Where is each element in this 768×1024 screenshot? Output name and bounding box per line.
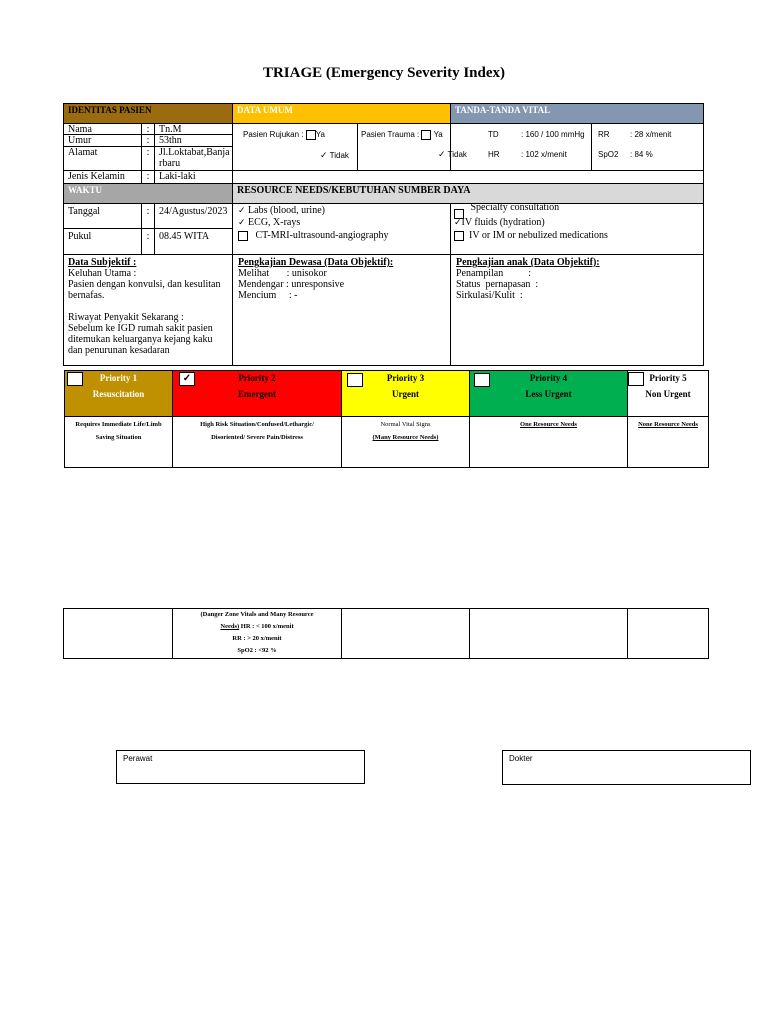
dokter-label: Dokter bbox=[509, 754, 533, 763]
umur-label: Umur bbox=[63, 134, 142, 147]
resource-right-cell bbox=[450, 203, 704, 255]
umur-value: 53thn bbox=[154, 134, 233, 147]
priority-5-name: Priority 5 bbox=[649, 373, 687, 383]
mendengar-text: Mendengar : unresponsive bbox=[238, 279, 345, 290]
danger-zone-table bbox=[63, 608, 709, 659]
priority-2-check-icon: ✓ bbox=[182, 373, 192, 384]
priority-2-checkbox[interactable] bbox=[179, 372, 195, 386]
priority-5-desc: None Resource Needs bbox=[638, 421, 698, 428]
priority-5-label: Non Urgent bbox=[645, 389, 691, 399]
danger-cell-4 bbox=[469, 608, 628, 659]
subjektif-cell bbox=[63, 254, 233, 366]
perawat-signature-box[interactable] bbox=[116, 750, 365, 784]
ecg-label: ECG, X-rays bbox=[248, 217, 301, 228]
priority-5-checkbox[interactable] bbox=[628, 372, 644, 386]
riwayat-text: Sebelum ke IGD rumah sakit pasien ditemukan keluarganya kejang kaku dan penurunan kesadaran bbox=[68, 323, 213, 356]
priority-3-header[interactable] bbox=[341, 370, 470, 417]
priority-1-checkbox[interactable] bbox=[67, 372, 83, 386]
anak-header: Pengkajian anak (Data Objektif): bbox=[456, 257, 600, 268]
rujukan-row bbox=[243, 130, 325, 140]
danger-cell-1 bbox=[63, 608, 173, 659]
trauma-tidak-check-icon: ✓ bbox=[438, 149, 446, 159]
priority-4-label: Less Urgent bbox=[525, 389, 572, 399]
sirkulasi-text: Sirkulasi/Kulit : bbox=[456, 290, 523, 301]
td-value: : 160 / 100 mmHg bbox=[521, 130, 585, 139]
priority-2-header[interactable] bbox=[172, 370, 342, 417]
jenis-kelamin-label: Jenis Kelamin bbox=[63, 170, 142, 184]
priority-4-header[interactable] bbox=[469, 370, 628, 417]
alamat-label: Alamat bbox=[63, 146, 142, 171]
priority-table bbox=[64, 370, 709, 468]
dewasa-header: Pengkajian Dewasa (Data Objektif): bbox=[238, 257, 394, 268]
priority-4-desc: One Resource Needs bbox=[520, 421, 577, 428]
priority-3-desc-cell bbox=[341, 416, 470, 468]
resource-left-cell bbox=[232, 203, 451, 255]
danger-line-2a: Needs) bbox=[220, 623, 240, 630]
priority-5-header[interactable] bbox=[627, 370, 709, 417]
priority-4-desc-cell bbox=[469, 416, 628, 468]
priority-3-checkbox[interactable] bbox=[347, 373, 363, 387]
trauma-ya-label: Ya bbox=[433, 130, 443, 140]
trauma-label: Pasien Trauma : bbox=[361, 130, 420, 140]
rr-value: : 28 x/menit bbox=[630, 130, 672, 139]
labs-row[interactable] bbox=[238, 205, 325, 216]
spacer-cell bbox=[232, 170, 704, 184]
danger-cell-5 bbox=[627, 608, 709, 659]
nama-value: Tn.M bbox=[154, 123, 233, 135]
spo2-label: SpO2 bbox=[598, 150, 619, 159]
priority-2-label: Emergent bbox=[238, 389, 276, 399]
trauma-tidak-label: Tidak bbox=[447, 150, 467, 159]
dewasa-cell bbox=[232, 254, 451, 366]
dokter-signature-box[interactable] bbox=[502, 750, 751, 785]
rujukan-tidak-label: Tidak bbox=[329, 151, 349, 160]
tanggal-label: Tanggal bbox=[63, 203, 142, 229]
rujukan-ya-checkbox[interactable] bbox=[306, 130, 316, 140]
alamat-value: Jl.Loktabat,Banja rbaru bbox=[154, 146, 233, 171]
priority-4-name: Priority 4 bbox=[529, 373, 568, 383]
tanda-vital-header: TANDA-TANDA VITAL bbox=[450, 103, 704, 124]
mencium-text: Mencium : - bbox=[238, 290, 298, 301]
danger-cell-2 bbox=[172, 608, 342, 659]
td-label: TD bbox=[488, 130, 499, 139]
alamat-colon: : bbox=[141, 146, 155, 171]
priority-2-desc-cell bbox=[172, 416, 342, 468]
specialty-label: Specialty consultation bbox=[470, 202, 560, 214]
rujukan-tidak-check-icon: ✓ bbox=[320, 150, 328, 160]
triage-form bbox=[63, 103, 704, 366]
identitas-table bbox=[63, 123, 233, 184]
danger-cell-3 bbox=[341, 608, 470, 659]
danger-line-2 bbox=[173, 621, 341, 633]
ct-label: CT-MRI-ultrasound-angiography bbox=[255, 230, 389, 241]
rujukan-ya-label: Ya bbox=[315, 130, 325, 140]
data-umum-header: DATA UMUM bbox=[232, 103, 451, 124]
priority-1-header[interactable] bbox=[64, 370, 173, 417]
nama-label: Nama bbox=[63, 123, 142, 135]
jenis-kelamin-colon: : bbox=[141, 170, 155, 184]
tanggal-colon: : bbox=[141, 203, 155, 229]
umur-colon: : bbox=[141, 134, 155, 147]
pukul-label: Pukul bbox=[63, 228, 142, 255]
jenis-kelamin-value: Laki-laki bbox=[154, 170, 233, 184]
iv-im-label: IV or IM or nebulized medications bbox=[469, 230, 608, 241]
tanggal-value: 24/Agustus/2023 bbox=[154, 203, 233, 229]
priority-2-name: Priority 2 bbox=[238, 373, 276, 383]
hr-label: HR bbox=[488, 150, 500, 159]
spo2-value: : 84 % bbox=[630, 150, 653, 159]
priority-1-desc: Requires Immediate Life/Limb Saving Situation bbox=[75, 421, 162, 441]
pukul-colon: : bbox=[141, 228, 155, 255]
data-umum-cell-right bbox=[357, 123, 467, 171]
perawat-label: Perawat bbox=[123, 754, 153, 763]
danger-line-1: (Danger Zone Vitals and Many Resource bbox=[200, 611, 314, 618]
priority-2-desc: High Risk Situation/Confused/Lethargic/ Disoriented/ Severe Pain/Distress bbox=[200, 421, 314, 441]
identitas-header: IDENTITAS PASIEN bbox=[63, 103, 233, 124]
danger-line-4: SpO2 : <92 % bbox=[237, 647, 277, 654]
waktu-header: WAKTU bbox=[63, 183, 233, 204]
priority-1-desc-cell bbox=[64, 416, 173, 468]
priority-3-desc2: (Many Resource Needs) bbox=[372, 434, 439, 441]
priority-3-name: Priority 3 bbox=[386, 373, 425, 383]
priority-1-label: Resuscitation bbox=[92, 389, 145, 399]
status-pernapasan-text: Status pernapasan : bbox=[456, 279, 539, 290]
iv-im-row[interactable] bbox=[454, 230, 608, 241]
keluhan-label: Keluhan Utama : bbox=[68, 268, 137, 279]
subjektif-header: Data Subjektif : bbox=[68, 257, 137, 268]
ecg-check-icon: ✓ bbox=[238, 217, 246, 227]
iv-fluids-check-icon: ✓ bbox=[454, 217, 462, 227]
iv-fluids-label: IV fluids (hydration) bbox=[461, 217, 545, 228]
priority-4-checkbox[interactable] bbox=[474, 373, 490, 387]
anak-cell bbox=[450, 254, 704, 366]
labs-check-icon: ✓ bbox=[238, 205, 246, 215]
page-title: TRIAGE (Emergency Severity Index) bbox=[262, 65, 506, 81]
hr-value: : 102 x/menit bbox=[521, 150, 567, 159]
pukul-value: 08.45 WITA bbox=[154, 228, 233, 255]
ct-checkbox[interactable] bbox=[238, 231, 248, 241]
priority-1-name: Priority 1 bbox=[99, 373, 138, 383]
keluhan-text: Pasien dengan konvulsi, dan kesulitan bernafas. bbox=[68, 279, 221, 301]
tanda-vital-right bbox=[591, 123, 704, 171]
riwayat-label: Riwayat Penyakit Sekarang : bbox=[68, 312, 184, 323]
rujukan-tidak-row[interactable] bbox=[320, 150, 349, 161]
iv-im-checkbox[interactable] bbox=[454, 231, 464, 241]
rujukan-label: Pasien Rujukan : bbox=[243, 130, 304, 140]
labs-label: Labs (blood, urine) bbox=[248, 205, 325, 216]
ecg-row[interactable] bbox=[238, 217, 300, 228]
melihat-text: Melihat : unisokor bbox=[238, 268, 327, 279]
priority-3-desc: Normal Vital Signs bbox=[380, 421, 431, 428]
iv-fluids-row[interactable] bbox=[454, 217, 545, 228]
danger-line-2b: HR : < 100 x/menit bbox=[239, 623, 294, 630]
priority-5-desc-cell bbox=[627, 416, 709, 468]
ct-row[interactable] bbox=[238, 230, 388, 241]
nama-colon: : bbox=[141, 123, 155, 135]
danger-line-3: RR : > 20 x/menit bbox=[232, 635, 282, 642]
priority-3-label: Urgent bbox=[392, 389, 419, 399]
penampilan-text: Penampilan : bbox=[456, 268, 531, 279]
rr-label: RR bbox=[598, 130, 610, 139]
resource-header: RESOURCE NEEDS/KEBUTUHAN SUMBER DAYA bbox=[232, 183, 704, 204]
